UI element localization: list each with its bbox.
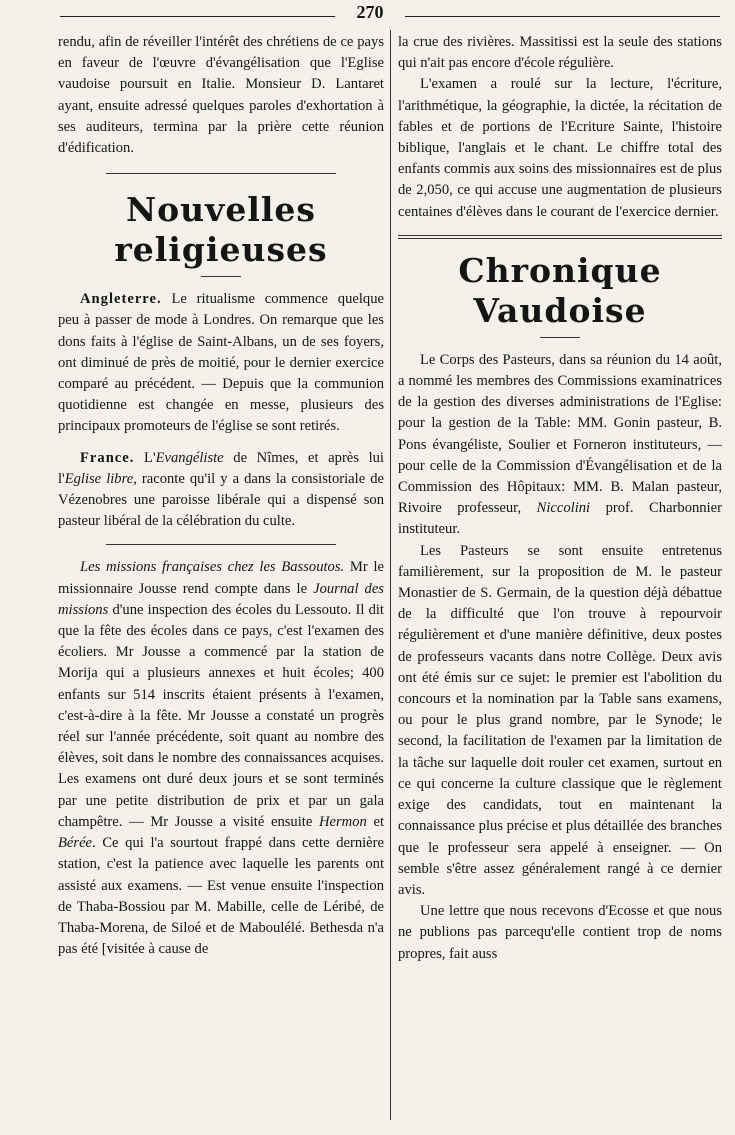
page-number: 270 bbox=[356, 2, 384, 22]
lead-france: France. bbox=[80, 449, 135, 466]
separator-short bbox=[540, 337, 580, 338]
separator bbox=[106, 544, 336, 545]
paragraph-continuation: la crue des rivières. Massitissi est la seule des stations qui n'ait pas encore d'école régulière. bbox=[398, 34, 722, 72]
separator-short bbox=[201, 276, 241, 277]
lead-angleterre: Angleterre. bbox=[80, 291, 162, 308]
separator bbox=[106, 173, 336, 174]
section-title-nouvelles: Nouvelles religieuses bbox=[114, 190, 328, 270]
missions-title: Les missions françaises chez les Bassoutos. bbox=[80, 559, 345, 576]
paragraph-angleterre: Angleterre. Le ritualisme commence quelque peu à passer de mode à Londres. On remarque que les dons faits à l'église de Saint-Albans, un de ses foyers, ont diminué de près de moitié, pour le dernier exercice comparé au précédent. — Depuis que la communion quotidienne est changée en messe, plusieurs des principaux promoteurs de l'église se sont retirés. bbox=[58, 291, 384, 435]
paragraph-france: France. L'Evangéliste de Nîmes, et après lui l'Eglise libre, raconte qu'il y a dans la consistoriale de Vézenobres une paroisse libérale qui a dispensé son pasteur libéral de la célébration du culte. bbox=[58, 449, 384, 530]
paragraph-examen: L'examen a roulé sur la lecture, l'écriture, l'arithmétique, la géographie, la dictée, la récitation de fables et de portions de l'Ecriture Sainte, l'histoire biblique, l'anglais et le chant. Le chiffre total des enfants commis aux soins des missionnaires est de plus de 2,050, ce qui accuse une augmentation de plusieurs centaines d'élèves dans le courant de l'exercice dernier. bbox=[398, 76, 722, 220]
right-column bbox=[398, 32, 722, 965]
paragraph-lettre: Une lettre que nous recevons d'Ecosse et que nous ne publions pas parcequ'elle contient trop de noms propres, fait auss bbox=[398, 903, 722, 962]
paragraph-pasteurs: Les Pasteurs se sont ensuite entretenus familièrement, sur la proposition de M. le pasteur Monastier de S. Germain, de la question déjà débattue de la difficulté que l'on trouve à repourvoir régulièrement et d'une manière définitive, deux postes de professeurs vacants dans notre Collège. Deux avis ont été émis sur ce sujet: le premier est l'abolition du concours et la nomination par la Table sans examens, ou pour le plus grand nombre, par le Synode; le second, la facilitation de l'examen par la limitation de la tâche sur laquelle doit rouler cet examen, surtout en ce qui concerne la culture classique que le règlement exige des candidats, tout en maintenant la connaissance plus précise et plus détaillée des branches que le professeur sera appelé à enseigner. — On semble s'être assez généralement rangé à ce dernier avis. bbox=[398, 542, 722, 898]
paragraph-missions: Les missions françaises chez les Bassoutos. Mr le missionnaire Jousse rend compte dans le Journal des missions d'une inspection des écoles du Lessouto. Il dit que la fête des écoles dans ce pays, c'est l'examen des écoliers. Mr Jousse a commencé par la station de Morija qui a plusieurs annexes et huit écoles; 400 enfants sur 514 inscrits étaient présents à l'examen, c'est-à-dire à la fête. Mr Jousse a constaté un progrès réel sur l'année précédente, soit quant au nombre des élèves, soit dans le nombre des connaissances acquises. Les examens ont duré deux jours et se sont terminés par une petite distribution de prix et par un gala champêtre. — Mr Jousse a visité ensuite Hermon et Bérée. Ce qui l'a sourtout frappé dans cette dernière station, c'est la patience avec laquelle les parents ont assisté aux examens. — Est venue ensuite l'inspection de Thaba-Bossiou par M. Mabille, celle de Léribé, de Thaba-Morena, de Siloé et de Maboulélé. Bethesda n'a pas été [visitée à cause de bbox=[58, 559, 384, 958]
intro-paragraph: rendu, afin de réveiller l'intérêt des chrétiens de ce pays en faveur de l'œuvre d'évangélisation que l'Eglise vaudoise poursuit en Italie. Monsieur D. Lantaret ayant, ensuite adressé quelques paroles d'exhortation à ses auditeurs, termina par la prière cette réunion d'édification. bbox=[58, 34, 384, 157]
double-rule bbox=[398, 235, 722, 239]
section-title-chronique: Chronique Vaudoise bbox=[458, 250, 662, 330]
left-column bbox=[58, 32, 384, 960]
page-header bbox=[60, 2, 720, 28]
paragraph-corps-pasteurs: Le Corps des Pasteurs, dans sa réunion du 14 août, a nommé les membres des Commissions examinatrices de la gestion des diverses administrations de l'Eglise: pour la gestion de la Table: MM. Gonin pasteur, B. Pons évangéliste, Soulier et Forneron instituteurs, — pour celle de la Commission d'Évangélisation et de la Commission des Hôpitaux: MM. B. Malan pasteur, Rivoire professeur, Niccolini prof. Charbonnier instituteur. bbox=[398, 351, 722, 538]
header-rule-left bbox=[60, 16, 335, 17]
header-rule-right bbox=[405, 16, 720, 17]
column-divider bbox=[390, 30, 391, 1120]
